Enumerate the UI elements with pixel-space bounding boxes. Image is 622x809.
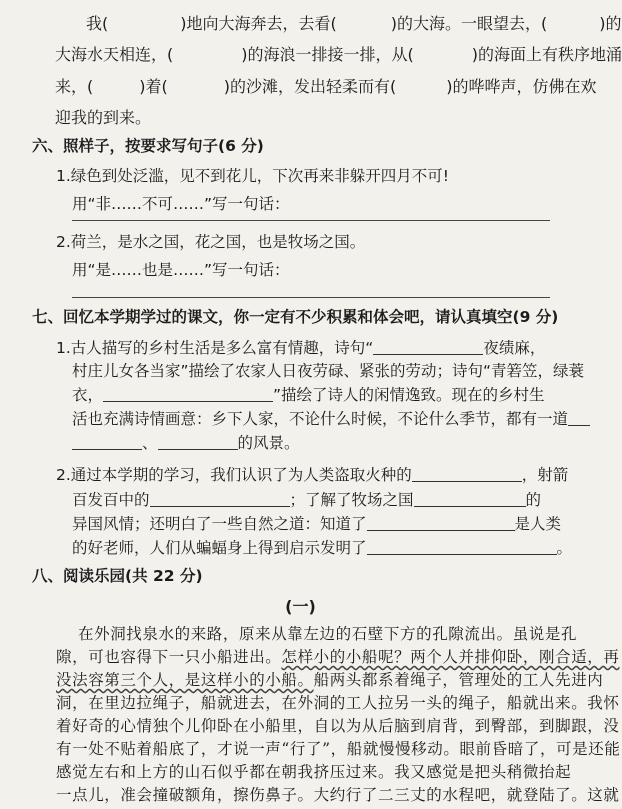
- reading-underlined-text: 怎样小的小船呢？两个人并排仰卧，刚合适，再: [281, 648, 620, 666]
- section-6-title: 六、照样子，按要求写句子(6 分): [32, 137, 264, 155]
- passage-text: )的海面上有秩序地涌: [471, 45, 622, 64]
- question-text: 的好老师，人们从蝙蝠身上得到启示发明了: [72, 539, 367, 557]
- fill-blank[interactable]: [414, 490, 526, 507]
- question-text: ，射箭: [521, 466, 569, 484]
- passage-text: )的大海。一眼望去，(: [390, 14, 548, 33]
- reading-line-5: 着好奇的心情独个儿仰卧在小船里，自以为从后脑到肩背，到臀部，到脚跟，没: [56, 717, 620, 735]
- question-text: 2.通过本学期的学习，我们认识了为人类盗取火种的: [56, 466, 412, 484]
- fill-blank[interactable]: [158, 433, 238, 450]
- question-text: 活也充满诗情画意：乡下人家，不论什么时候，不论什么季节，都有一道: [72, 410, 569, 428]
- section-7-q2-line-2: [72, 490, 541, 510]
- fill-blank[interactable]: [367, 538, 557, 555]
- answer-line-6-1[interactable]: [72, 220, 550, 221]
- question-text: 百发百中的: [72, 491, 150, 509]
- section-6-prompt-1: 用“非……不可……”写一句话：: [72, 195, 290, 213]
- question-text: 夜绩麻，: [483, 339, 546, 357]
- section-7-q2-line-3: [72, 514, 561, 534]
- passage-text: 大海水天相连，(: [55, 45, 174, 64]
- reading-text: 船两头都系着绳子，管理处的工人先进内: [313, 671, 604, 689]
- section-7-q2-line-4: [72, 538, 572, 558]
- section-7-q1-line-2: 村庄儿女各当家”描绘了农家人日夜劳碌、紧张的劳动；诗句“青箬笠，绿蓑: [72, 362, 585, 380]
- question-text: 的风景。: [237, 434, 300, 452]
- section-6-question-1: 1.绿色到处泛滥，见不到花儿，下次再来非躲开四月不可!: [56, 167, 450, 185]
- fill-blank[interactable]: [367, 514, 515, 531]
- reading-line-3: [56, 670, 603, 690]
- question-text: 1.古人描写的乡村生活是多么富有情趣，诗句“: [56, 339, 374, 357]
- question-text: 的: [525, 491, 542, 509]
- reading-line-4: 洞，在里边拉绳子，船就进去，在外洞的工人拉另一头的绳子，船就出来。我怀: [56, 694, 620, 712]
- reading-text: 隙，可也容得下一只小船进出。: [56, 648, 282, 666]
- section-7-title: 七、回忆本学期学过的课文，你一定有不少积累和体会吧，请认真填空(9 分): [32, 308, 559, 326]
- question-text: 是人类: [514, 515, 562, 533]
- reading-line-8: 一点儿，准会撞破额角，擦伤鼻子。大约行了二三丈的水程吧，就登陆了。这就: [56, 786, 620, 804]
- reading-part-title: (一): [285, 597, 316, 616]
- fill-blank[interactable]: [72, 433, 142, 450]
- reading-line-1: 在外洞找泉水的来路，原来从靠左边的石壁下方的孔隙流出。虽说是孔: [78, 625, 578, 643]
- fill-blank[interactable]: [150, 490, 290, 507]
- passage-line-3: [55, 77, 597, 97]
- section-7-q1-line-5: [72, 433, 300, 453]
- passage-line-2: [55, 45, 622, 65]
- passage-text: )的沙滩，发出轻柔而有(: [223, 77, 397, 96]
- question-text: 、: [142, 434, 158, 452]
- section-7-q1-line-1: [56, 338, 545, 358]
- section-8-title: 八、阅读乐园(共 22 分): [32, 567, 203, 585]
- question-text: 异国风情；还明白了一些自然之道：知道了: [72, 515, 367, 533]
- passage-line-4: 迎我的到来。: [55, 108, 152, 127]
- passage-text: )地向大海奔去，去看(: [180, 14, 337, 33]
- section-7-q1-line-4: [72, 409, 590, 429]
- passage-text: )的哗哗声，仿佛在欢: [446, 77, 597, 96]
- passage-text: )的海浪一排接一排，从(: [241, 45, 414, 64]
- section-6-question-2: 2.荷兰，是水之国，花之国，也是牧场之国。: [56, 233, 366, 251]
- passage-text: 来，(: [55, 77, 94, 96]
- reading-line-6: 有一处不贴着船底了，才说一声“行了”，船就慢慢移动。眼前昏暗了，可是还能: [56, 740, 621, 758]
- fill-blank[interactable]: [568, 409, 590, 426]
- question-text: ”描绘了诗人的闲情逸致。现在的乡村生: [273, 386, 545, 404]
- section-6-prompt-2: 用“是……也是……”写一句话：: [72, 261, 290, 279]
- section-7-q1-line-3: [72, 385, 545, 405]
- fill-blank[interactable]: [412, 465, 522, 482]
- section-7-q2-line-1: [56, 465, 568, 485]
- reading-line-7: 感觉左右和上方的山石似乎都在朝我挤压过来。我又感觉是把头稍微抬起: [56, 763, 572, 781]
- answer-line-6-2[interactable]: [72, 297, 550, 298]
- reading-underlined-text: 没法容第三个人，是这样小的小船。: [56, 671, 314, 689]
- question-text: 衣，: [72, 386, 104, 404]
- fill-blank[interactable]: [373, 338, 483, 355]
- fill-blank[interactable]: [103, 385, 273, 402]
- passage-text: )的: [599, 14, 622, 33]
- question-text: ；了解了牧场之国: [289, 491, 414, 509]
- reading-line-2: [56, 647, 620, 667]
- passage-text: )着(: [139, 77, 168, 96]
- passage-text: 我(: [86, 14, 109, 33]
- passage-line-1: [86, 14, 622, 34]
- question-text: 。: [556, 539, 573, 557]
